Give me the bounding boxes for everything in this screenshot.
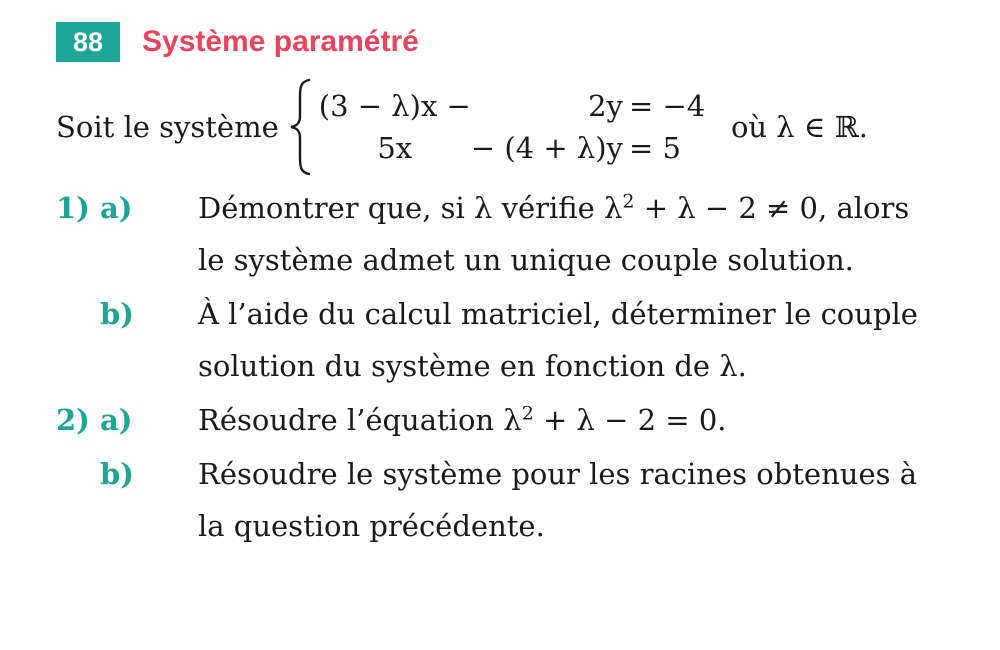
question-number: 2) <box>56 403 90 437</box>
eq2-mid: − (4 + λ)y <box>470 131 623 165</box>
question-line-2: la question précédente. <box>198 509 545 543</box>
question-number: 1) <box>56 191 90 225</box>
equation-table <box>319 85 715 169</box>
exercise-header <box>56 22 419 62</box>
q2a-text-after: + λ − 2 = 0. <box>533 403 727 437</box>
question-line-1 <box>198 394 727 446</box>
exercise-title: Système paramétré <box>142 25 419 58</box>
system-prefix: Soit le système <box>56 110 279 144</box>
eq1-right: = −4 <box>628 89 706 123</box>
q1a-text-after: + λ − 2 ≠ 0, alors <box>634 191 910 225</box>
question-letter: b) <box>100 297 134 331</box>
question-1b <box>56 288 956 392</box>
eq1-mid: 2y <box>588 89 623 123</box>
equation-row-2 <box>319 127 715 169</box>
system-statement <box>56 78 868 176</box>
q1a-text-before: Démontrer que, si λ vérifie λ <box>198 191 623 225</box>
q2a-text-before: Résoudre l’équation λ <box>198 403 522 437</box>
q2a-exponent: 2 <box>521 402 534 425</box>
question-line-2: le système admet un unique couple solution. <box>198 243 854 277</box>
left-brace-icon <box>287 78 315 176</box>
question-2a <box>56 394 956 446</box>
q1a-exponent: 2 <box>622 190 635 213</box>
question-2b <box>56 448 956 552</box>
question-line-1: À l’aide du calcul matriciel, déterminer le couple <box>198 297 918 331</box>
question-letter: a) <box>100 191 133 225</box>
eq2-left: 5x <box>377 131 413 165</box>
question-line-2: solution du système en fonction de λ. <box>198 349 747 383</box>
equation-row-1 <box>319 85 715 127</box>
question-letter: b) <box>100 457 134 491</box>
eq2-right: = 5 <box>628 131 681 165</box>
question-line-1: Résoudre le système pour les racines obtenues à <box>198 457 917 491</box>
eq1-left: (3 − λ)x − <box>318 89 471 123</box>
question-line-1 <box>198 182 909 234</box>
exercise-number-badge: 88 <box>56 22 120 62</box>
question-1a <box>56 182 956 286</box>
question-letter: a) <box>100 403 133 437</box>
system-suffix: où λ ∈ ℝ. <box>730 110 868 144</box>
